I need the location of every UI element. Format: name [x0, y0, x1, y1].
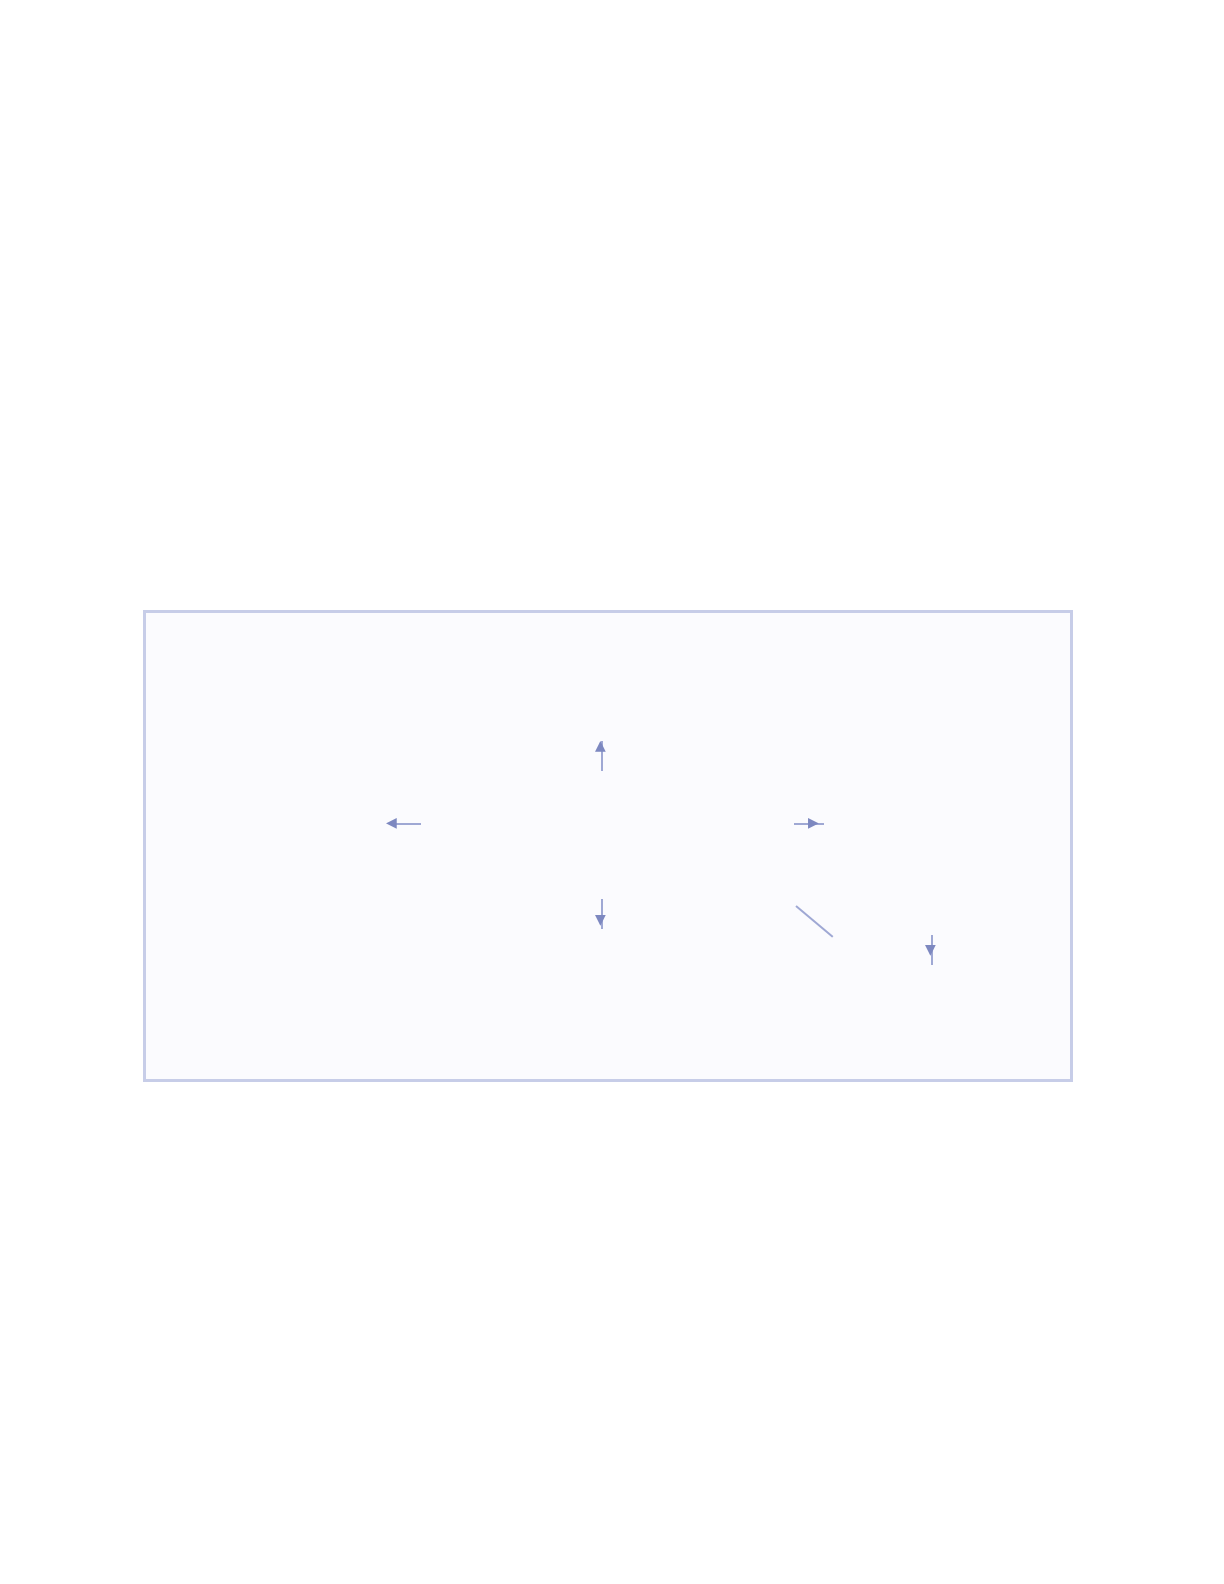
arrow-right-icon: ▶	[808, 815, 819, 831]
arrow-up-icon: ▲	[595, 738, 606, 754]
arrow-down-icon: ▼	[595, 912, 606, 928]
arrow-left-icon: ◀	[386, 815, 397, 831]
arrow-down-right-icon: ▼	[925, 942, 936, 958]
connector-diagonal	[795, 905, 833, 937]
connector-left-center	[396, 823, 421, 825]
porter-five-forces-diagram	[143, 610, 1073, 1082]
